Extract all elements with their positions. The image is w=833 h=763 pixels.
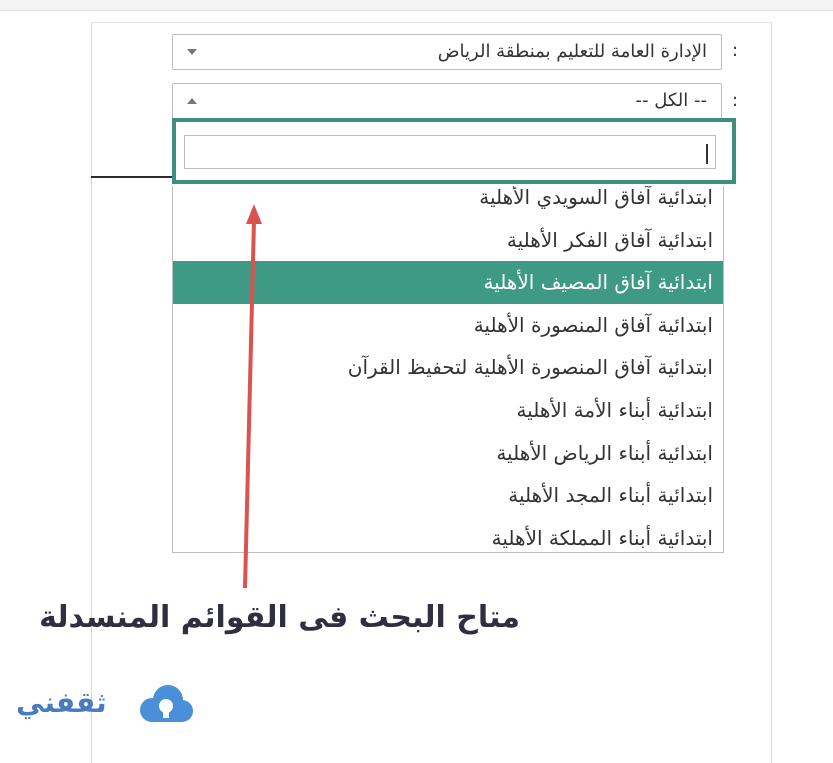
dropdown-option[interactable]: ابتدائية أبناء المملكة الأهلية	[491, 525, 713, 550]
dropdown-option[interactable]: ابتدائية آفاق السويدي الأهلية	[479, 186, 713, 209]
school-select-value: -- الكل --	[635, 90, 707, 111]
dropdown-option[interactable]: ابتدائية أبناء الرياض الأهلية	[496, 440, 713, 465]
dropdown-option[interactable]: ابتدائية أبناء الأمة الأهلية	[516, 397, 713, 422]
education-department-value: الإدارة العامة للتعليم بمنطقة الرياض	[437, 41, 707, 62]
arrow-head-icon	[246, 204, 262, 224]
dropdown-option[interactable]: ابتدائية آفاق المنصورة الأهلية	[473, 312, 713, 337]
arrow-shaft	[245, 220, 254, 588]
logo-text: ثقفني	[16, 686, 107, 719]
dropdown-option[interactable]: ابتدائية أبناء المجد الأهلية	[508, 483, 713, 508]
dropdown-option[interactable]: ابتدائية آفاق المصيف الأهلية	[173, 261, 723, 304]
field1-colon: :	[731, 40, 739, 61]
field2-colon: :	[731, 90, 739, 111]
dropdown-option[interactable]: ابتدائية آفاق الفكر الأهلية	[506, 227, 713, 252]
annotation-caption: متاح البحث فى القوائم المنسدلة	[39, 600, 520, 635]
dropdown-option[interactable]: ابتدائية آفاق المنصورة الأهلية لتحفيظ القرآن	[347, 355, 713, 380]
